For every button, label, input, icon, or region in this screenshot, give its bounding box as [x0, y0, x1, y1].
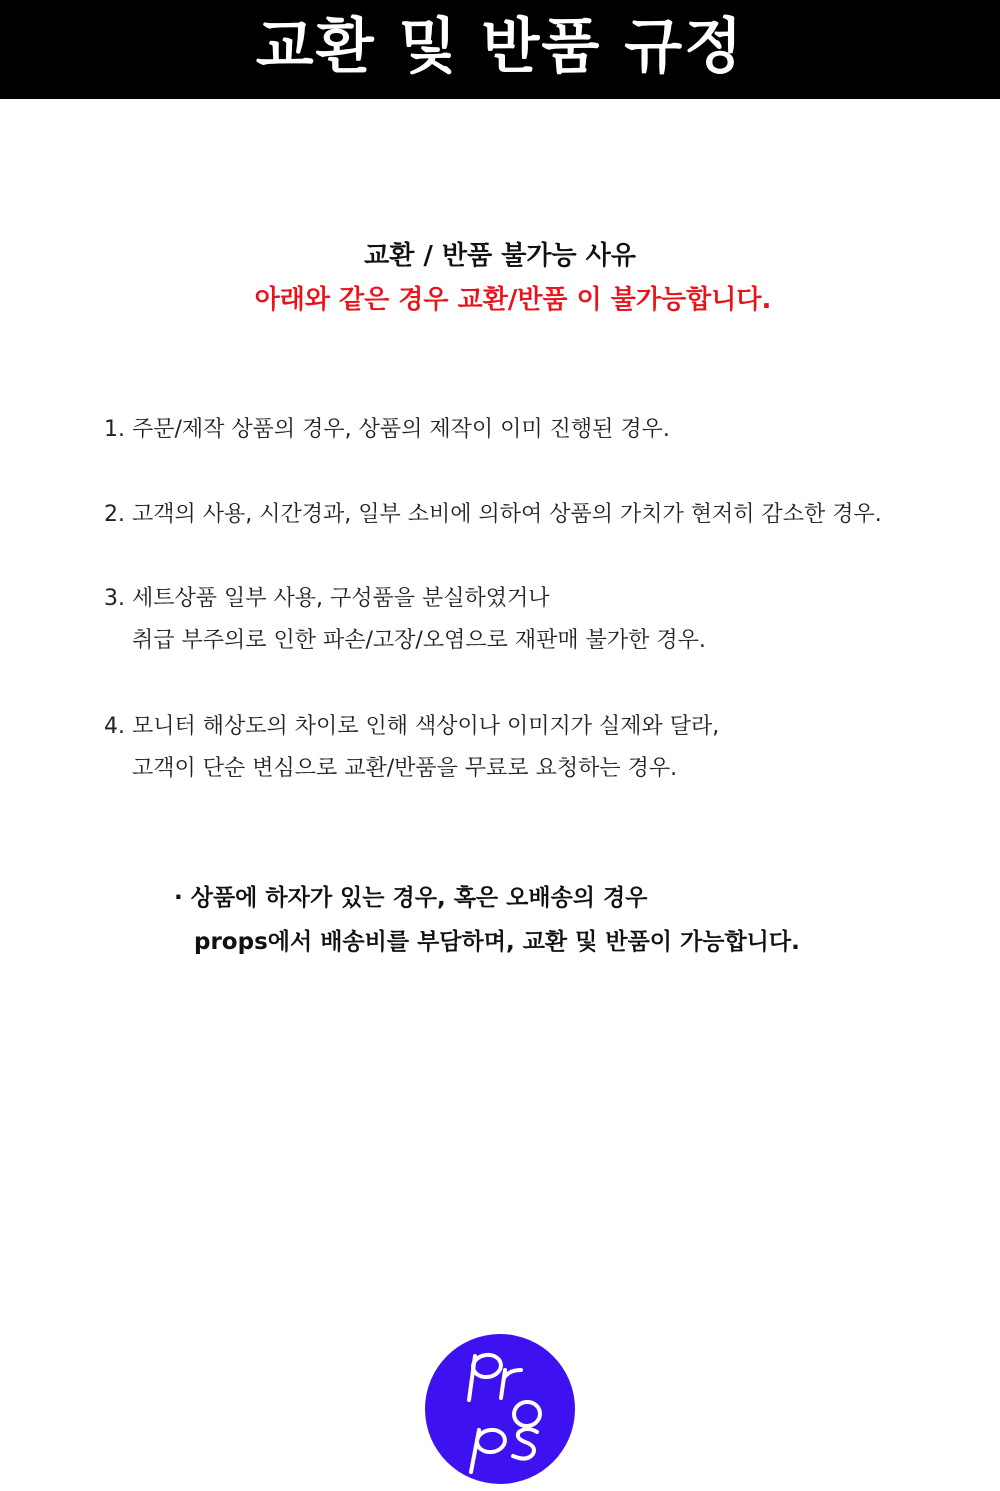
notice-line-1: · 상품에 하자가 있는 경우, 혹은 오배송의 경우: [174, 885, 648, 911]
header-bar: [0, 0, 1000, 99]
rule-item-2: [104, 494, 882, 536]
page-title: 교환 및 반품 규정: [255, 11, 745, 82]
rule-item-3: [104, 578, 706, 662]
rule-item-1: [104, 409, 670, 451]
rule-3-text: 3. 세트상품 일부 사용, 구성품을 분실하였거나: [104, 586, 550, 611]
rule-3-continuation: 취급 부주의로 인한 파손/고장/오염으로 재판매 불가한 경우.: [132, 628, 706, 653]
exception-notice: [174, 876, 974, 964]
rule-4-text: 4. 모니터 해상도의 차이로 인해 색상이나 이미지가 실제와 달라,: [104, 714, 720, 739]
intro-section: [0, 236, 1000, 320]
rule-1-text: 1. 주문/제작 상품의 경우, 상품의 제작이 이미 진행된 경우.: [104, 417, 670, 442]
rule-4-continuation: 고객이 단순 변심으로 교환/반품을 무료로 요청하는 경우.: [132, 756, 678, 781]
props-logo-mark: [425, 1334, 575, 1484]
warning-text: 아래와 같은 경우 교환/반품 이 불가능합니다.: [254, 285, 772, 315]
notice-line-2: props에서 배송비를 부담하며, 교환 및 반품이 가능합니다.: [194, 929, 800, 955]
rule-2-text: 2. 고객의 사용, 시간경과, 일부 소비에 의하여 상품의 가치가 현저히 감소한 경우.: [104, 502, 882, 527]
section-subtitle: 교환 / 반품 불가능 사유: [364, 241, 636, 271]
rule-item-4: [104, 706, 719, 790]
props-logo: [425, 1334, 575, 1484]
